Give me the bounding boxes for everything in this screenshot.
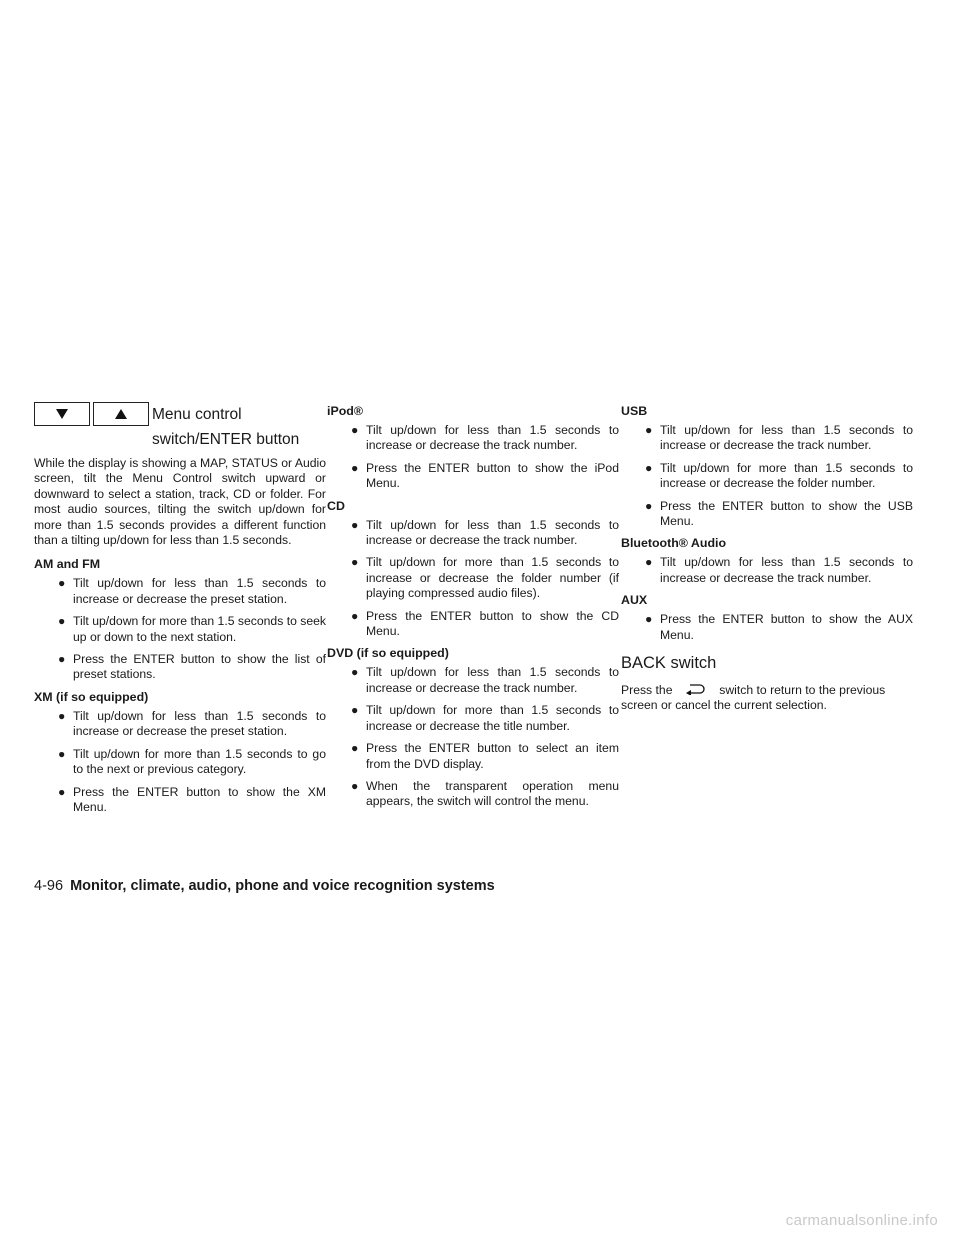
list-item: ● Press the ENTER button to show the CD Menu. — [351, 608, 619, 639]
page-number: 4-96 — [34, 878, 64, 894]
xm-heading: XM (if so equipped) — [34, 689, 149, 704]
list-item: ● Tilt up/down for less than 1.5 seconds to increase or decrease the track number. — [351, 423, 619, 453]
down-key — [34, 402, 90, 426]
list-item: ● Tilt up/down for more than 1.5 seconds to increase or decrease the folder number (if playing compressed audio files). — [351, 555, 619, 601]
list-item: ● Press the ENTER button to show the XM Menu. — [58, 784, 326, 814]
xm-list — [34, 709, 326, 815]
bluetooth-audio-list — [621, 555, 913, 586]
list-item: ● Tilt up/down for more than 1.5 seconds to go to the next or previous category. — [58, 746, 326, 777]
menu-control-title — [152, 402, 299, 452]
watermark: carmanualsonline.info — [785, 1212, 938, 1229]
intro-paragraph: While the display is showing a MAP, STATUS or Audio screen, tilt the Menu Control switch upward or downward to select a station, track, CD or folder. For most audio sources, tilting the switch up/down for more than 1.5 seconds provides a different function than a tilting up/down for less than 1.5 seconds. — [34, 456, 326, 548]
up-key — [93, 402, 149, 426]
back-text-before: Press the — [621, 683, 673, 698]
back-switch-heading: BACK switch — [621, 654, 717, 673]
title-line-1: Menu control — [152, 406, 242, 423]
aux-heading: AUX — [621, 593, 648, 608]
menu-control-heading — [34, 402, 326, 454]
column-3 — [621, 402, 913, 714]
list-item: ● Press the ENTER button to show the AUX Menu. — [645, 612, 913, 642]
aux-list — [621, 612, 913, 643]
column-2 — [327, 402, 619, 817]
list-item: ● Press the ENTER button to select an item from the DVD display. — [351, 741, 619, 771]
back-arrow-icon — [676, 683, 716, 695]
chapter-title: Monitor, climate, audio, phone and voice recognition systems — [70, 878, 495, 894]
list-item: ● Tilt up/down for less than 1.5 seconds to increase or decrease the track number. — [645, 555, 913, 585]
title-line-2: switch/ENTER button — [152, 431, 300, 448]
ipod-heading: iPod® — [327, 404, 363, 418]
list-item: ● Tilt up/down for less than 1.5 seconds to increase or decrease the track number. — [351, 517, 619, 548]
back-text-after: switch to return to the previous screen or cancel the current selection. — [621, 683, 886, 713]
ipod-list — [327, 423, 619, 492]
cd-list — [327, 518, 619, 640]
list-item: ● Tilt up/down for more than 1.5 seconds to seek up or down to the next station. — [58, 614, 326, 644]
am-fm-list — [34, 576, 326, 682]
list-item: ● Tilt up/down for less than 1.5 seconds to increase or decrease the track number. — [645, 423, 913, 453]
list-item: ● Tilt up/down for more than 1.5 seconds to increase or decrease the title number. — [351, 703, 619, 733]
usb-heading: USB — [621, 404, 648, 418]
cd-heading: CD — [327, 498, 345, 513]
dvd-heading: DVD (if so equipped) — [327, 646, 449, 661]
column-1 — [34, 402, 326, 822]
list-item: ● Tilt up/down for less than 1.5 seconds to increase or decrease the track number. — [351, 665, 619, 695]
back-switch-paragraph — [621, 683, 913, 714]
list-item: ● When the transparent operation menu appears, the switch will control the menu. — [351, 778, 619, 809]
list-item: ● Tilt up/down for less than 1.5 seconds to increase or decrease the preset station. — [58, 576, 326, 606]
am-fm-heading: AM and FM — [34, 557, 101, 572]
dvd-list — [327, 665, 619, 809]
down-triangle-icon — [55, 408, 69, 420]
list-item: ● Tilt up/down for less than 1.5 seconds to increase or decrease the preset station. — [58, 708, 326, 739]
list-item: ● Press the ENTER button to show the USB Menu. — [645, 498, 913, 529]
up-triangle-icon — [114, 408, 128, 420]
usb-list — [621, 423, 913, 529]
bluetooth-audio-heading: Bluetooth® Audio — [621, 536, 727, 551]
page-footer — [34, 877, 495, 895]
list-item: ● Press the ENTER button to show the list of preset stations. — [58, 652, 326, 682]
list-item: ● Tilt up/down for more than 1.5 seconds to increase or decrease the folder number. — [645, 460, 913, 491]
list-item: ● Press the ENTER button to show the iPod Menu. — [351, 460, 619, 491]
